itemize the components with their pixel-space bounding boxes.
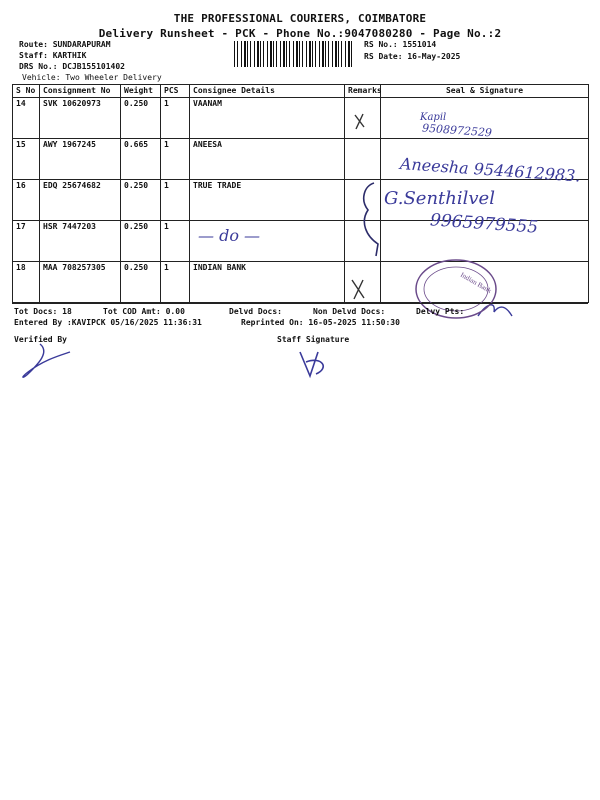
- barcode-bar: [289, 41, 290, 67]
- barcode-bar: [270, 41, 272, 67]
- cell-remarks: [345, 180, 381, 221]
- cell-pcs: 1: [161, 98, 190, 139]
- barcode-bar: [296, 41, 298, 67]
- table-row: [13, 262, 589, 303]
- cell-pcs: 1: [161, 139, 190, 180]
- col-pcs: PCS: [161, 85, 190, 98]
- runsheet-table: [12, 84, 589, 303]
- cell-sno: 17: [13, 221, 40, 262]
- barcode-bar: [319, 41, 320, 67]
- barcode-bar: [286, 41, 287, 67]
- barcode-bar: [338, 41, 339, 67]
- cell-pcs: 1: [161, 221, 190, 262]
- vehicle-label: Vehicle: Two Wheeler Delivery: [22, 73, 162, 82]
- cell-consignment: MAA 708257305: [40, 262, 121, 303]
- cell-remarks: [345, 221, 381, 262]
- delivery-points: Delvy Pts:: [416, 307, 465, 316]
- barcode-bar: [260, 41, 261, 67]
- ditto-mark: — do —: [198, 226, 261, 245]
- signature-14-phone: 9508972529: [421, 121, 493, 140]
- cell-weight: 0.250: [121, 98, 161, 139]
- cell-consignee: INDIAN BANK: [190, 262, 345, 303]
- barcode-bar: [302, 41, 303, 67]
- barcode-bar: [257, 41, 259, 67]
- cell-consignee: TRUE TRADE: [190, 180, 345, 221]
- table-row: [13, 98, 589, 139]
- cell-sno: 16: [13, 180, 40, 221]
- barcode-bar: [332, 41, 333, 67]
- staff-signature-label: Staff Signature: [277, 335, 350, 344]
- cell-sno: 15: [13, 139, 40, 180]
- stamp-text: Indian Bank: [459, 270, 493, 295]
- barcode-bar: [312, 41, 313, 67]
- col-weight: Weight: [121, 85, 161, 98]
- barcode-bar: [306, 41, 307, 67]
- col-remarks: Remarks: [345, 85, 381, 98]
- barcode-bar: [263, 41, 264, 67]
- verified-by: Verified By: [14, 335, 67, 344]
- document-title: THE PROFESSIONAL COURIERS, COIMBATORE: [173, 12, 427, 25]
- verified-signature-scribble: [23, 344, 70, 377]
- reprinted-on: Reprinted On: 16-05-2025 11:50:30: [241, 318, 400, 327]
- barcode-bar: [345, 41, 346, 67]
- staff-label: Staff: KARTHIK: [19, 51, 87, 60]
- cell-weight: 0.250: [121, 262, 161, 303]
- rs-number: RS No.: 1551014: [364, 40, 437, 49]
- non-delivered-docs: Non Delvd Docs:: [313, 307, 386, 316]
- barcode-bar: [322, 41, 324, 67]
- barcode-bar: [328, 41, 329, 67]
- barcode-bar: [276, 41, 277, 67]
- route-label: Route: SUNDARAPURAM: [19, 40, 111, 49]
- cell-weight: 0.250: [121, 221, 161, 262]
- total-docs: Tot Docs: 18: [14, 307, 72, 316]
- barcode-bar: [244, 41, 246, 67]
- document-subtitle: Delivery Runsheet - PCK - Phone No.:9047080280 - Page No.:2: [98, 27, 502, 40]
- col-sno: S No: [13, 85, 40, 98]
- signature-16-name: G.Senthilvel: [384, 188, 495, 209]
- barcode-bar: [234, 41, 235, 67]
- barcode-bar: [283, 41, 285, 67]
- barcode-bar: [325, 41, 326, 67]
- signature-16-phone: 9965979555: [429, 210, 539, 238]
- barcode-bar: [315, 41, 316, 67]
- signature-15: Aneesha 9544612983.: [399, 154, 582, 186]
- col-consignment: Consignment No: [40, 85, 121, 98]
- cell-remarks: [345, 98, 381, 139]
- drs-number: DRS No.: DCJB155101402: [19, 62, 125, 71]
- barcode-bar: [254, 41, 255, 67]
- cell-consignee: ANEESA: [190, 139, 345, 180]
- rs-date: RS Date: 16-May-2025: [364, 52, 461, 61]
- cell-sno: 18: [13, 262, 40, 303]
- barcode-bar: [237, 41, 238, 67]
- entered-by: Entered By :KAVIPCK 05/16/2025 11:36:31: [14, 318, 202, 327]
- cell-weight: 0.250: [121, 180, 161, 221]
- cell-consignment: SVK 10620973: [40, 98, 121, 139]
- barcode-bar: [348, 41, 350, 67]
- col-seal-signature: Seal & Signature: [381, 85, 589, 98]
- col-consignee: Consignee Details: [190, 85, 345, 98]
- barcode-bar: [309, 41, 311, 67]
- footer-divider: [12, 303, 588, 304]
- staff-signature-scribble: [300, 352, 323, 376]
- barcode-bar: [273, 41, 274, 67]
- cell-consignment: AWY 1967245: [40, 139, 121, 180]
- table-header-row: [13, 85, 589, 98]
- total-cod-amount: Tot COD Amt: 0.00: [103, 307, 185, 316]
- cell-pcs: 1: [161, 180, 190, 221]
- barcode-bar: [267, 41, 268, 67]
- cell-consignee: VAANAM: [190, 98, 345, 139]
- signature-14-name: Kapil: [420, 112, 447, 123]
- barcode-bar: [293, 41, 294, 67]
- barcode-bar: [335, 41, 337, 67]
- delivered-docs: Delvd Docs:: [229, 307, 282, 316]
- barcode-bar: [241, 41, 242, 67]
- cell-pcs: 1: [161, 262, 190, 303]
- barcode-bar: [250, 41, 251, 67]
- cell-consignment: EDQ 25674682: [40, 180, 121, 221]
- cell-consignment: HSR 7447203: [40, 221, 121, 262]
- barcode-bar: [280, 41, 281, 67]
- barcode-bar: [247, 41, 248, 67]
- barcode-bar: [351, 41, 352, 67]
- cell-remarks: [345, 262, 381, 303]
- cell-weight: 0.665: [121, 139, 161, 180]
- barcode-bar: [341, 41, 342, 67]
- cell-sno: 14: [13, 98, 40, 139]
- barcode-bar: [299, 41, 300, 67]
- barcode: [233, 41, 356, 67]
- cell-remarks: [345, 139, 381, 180]
